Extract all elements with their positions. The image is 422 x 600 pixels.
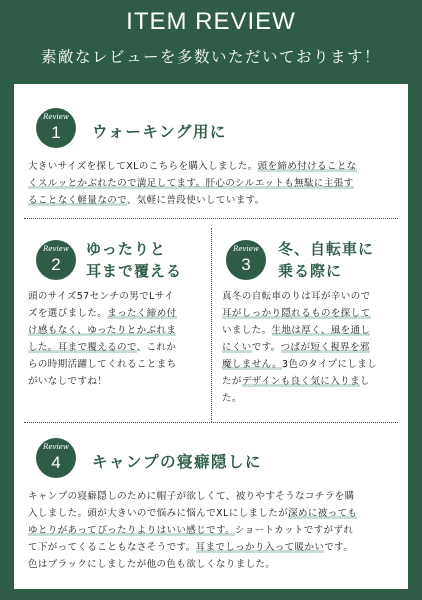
review-line: 頭のサイズ57センチの男でLサイ — [28, 291, 174, 302]
header-title: ITEM REVIEW — [126, 8, 296, 35]
highlight: つばが短く視界を邪 — [280, 342, 370, 353]
review-badge-2 — [36, 240, 76, 280]
divider-horizontal-top — [24, 218, 398, 219]
review-text-3 — [222, 288, 402, 407]
review-line: 色はブラックにしましたが他の色も欲しくなりました。 — [28, 559, 276, 570]
highlight: 魔しません。 — [222, 359, 282, 370]
review-badge-3 — [226, 240, 266, 280]
highlight: ゆとりがあってぴったりよりはいい感じです。 — [28, 525, 236, 536]
highlight: した。耳まで覆えるので — [28, 342, 137, 353]
review-title-3 — [278, 238, 374, 282]
review-line — [222, 305, 402, 322]
review-text-1 — [28, 158, 400, 209]
review-line: て下がってくることもなさそうです。耳までしっかり入って暖かいです。 — [28, 542, 354, 553]
review-line: 入しました。頭が大きいので悩みに悩んでXLにしましたが深めに被っても — [28, 508, 358, 519]
review-line: 大きいサイズを探してXLのこちらを購入しました。頭を締め付けることな — [28, 161, 357, 172]
review-line: した。耳まで覆えるので、これか — [28, 342, 177, 353]
review-line: がいなしですね！ — [28, 376, 108, 387]
review-badge-1 — [36, 108, 76, 148]
review-text-2 — [28, 288, 206, 390]
review-line: 魔しません。3色のタイプにしまし — [222, 359, 378, 370]
review-title-line: 耳まで覆える — [86, 262, 183, 280]
review-title-4: キャンプの寝癖隠しに — [92, 453, 263, 471]
divider-horizontal-bottom — [24, 422, 398, 423]
review-title-2 — [86, 238, 182, 282]
review-line — [28, 322, 206, 339]
highlight: 深めに被っても — [288, 508, 358, 519]
review-line: にくいです。つばが短く視界を邪 — [222, 342, 370, 353]
highlight: 頭を締め付けることな — [257, 161, 357, 172]
review-badge-number: 3 — [241, 255, 251, 274]
review-text-4 — [28, 488, 400, 573]
header — [0, 0, 422, 84]
review-badge-label: Review — [233, 245, 259, 253]
review-card — [14, 84, 408, 589]
review-title-line: ゆったりと — [86, 240, 166, 258]
header-subtitle: 素敵なレビューを多数いただいております！ — [40, 48, 381, 66]
review-line: たがデザインも良く気に入りまし — [222, 376, 370, 387]
review-badge-4 — [36, 438, 76, 478]
review-line: ズを選びました。まったく締め付 — [28, 308, 177, 319]
highlight: くスルッとかぶれたので満足してます。肝心のシルエットも無駄に主張す — [28, 178, 354, 189]
divider-vertical — [211, 228, 212, 422]
highlight: 生地は厚く、風を通し — [271, 325, 371, 336]
highlight: け感もなく、ゆったりとかぶれま — [28, 325, 177, 336]
review-line: ることなく軽量なので、気軽に普段使いしています。 — [28, 195, 265, 206]
highlight: 耳までしっかり入って暖かい — [195, 542, 325, 553]
review-line — [28, 175, 400, 192]
review-line: た。 — [222, 393, 242, 404]
review-line: キャンプの寝癖隠しのために帽子が欲しくて、被りやすそうなコチラを購 — [28, 491, 355, 502]
highlight: デザインも良く気に入りま — [241, 376, 360, 387]
review-badge-number: 2 — [51, 255, 61, 274]
highlight: まったく締め付 — [107, 308, 177, 319]
review-title-line: 乗る際に — [278, 262, 343, 280]
review-badge-label: Review — [43, 245, 69, 253]
review-title-1: ウォーキング用に — [92, 123, 227, 141]
review-badge-number: 4 — [51, 453, 61, 472]
highlight: ることなく — [28, 195, 78, 206]
review-line: いました。生地は厚く、風を通し — [222, 325, 371, 336]
highlight: にくい — [222, 342, 252, 353]
review-badge-label: Review — [43, 113, 69, 121]
review-title-line: 冬、自転車に — [278, 240, 375, 258]
review-badge-number: 1 — [51, 123, 61, 142]
review-badge-label: Review — [43, 443, 69, 451]
review-line: 真冬の自転車のりは耳が辛いので — [222, 291, 371, 302]
highlight: 軽量なので — [77, 195, 127, 206]
review-line: らの時期活躍してくれることまち — [28, 359, 177, 370]
review-line: ゆとりがあってぴったりよりはいい感じです。ショートカットですがずれ — [28, 525, 354, 536]
highlight: 耳がしっかり隠れるものを探して — [222, 308, 371, 319]
